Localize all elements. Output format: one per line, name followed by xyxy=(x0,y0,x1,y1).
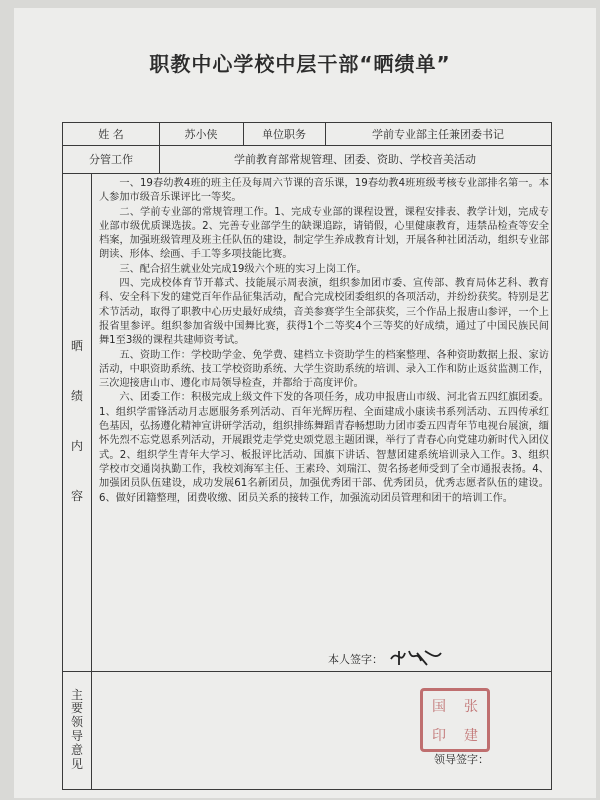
seal-char: 建 xyxy=(464,727,478,744)
name-value: 苏小侠 xyxy=(184,128,218,141)
row-divider xyxy=(63,173,551,174)
self-sign-label: 本人签字： xyxy=(328,653,383,666)
official-seal xyxy=(420,688,490,752)
unit-value: 学前专业部主任兼团委书记 xyxy=(372,128,504,141)
seal-char: 印 xyxy=(432,727,446,744)
achievement-paragraph: 一、19春幼教4班的班主任及每周六节课的音乐课，19春幼教4班班级考核专业部排名第一。本人参加市级音乐课评比一等奖。 xyxy=(99,178,549,204)
label-char: 意 xyxy=(70,742,83,757)
column-divider xyxy=(91,173,92,789)
achievement-paragraph: 二、学前专业部的常规管理工作。1、完成专业部的课程设置，课程安排表、教学计划，完成专业部市级优质课选拔。2、完善专业部学生的缺课追踪，请销假，心里健康教育，违禁品检查等安全档案，加强班级管理及班主任队伍的建设，制定学生养成教育计划，开展各种社团活动，组织专业部朗读、形体、绘画、手工等多项技能比赛。 xyxy=(99,206,549,261)
label-char: 见 xyxy=(70,756,83,771)
achievement-paragraph: 五、资助工作：学校助学金、免学费、建档立卡资助学生的档案整理、各种资助数据上报、家访活动，中职资助系统、技工学校资助系统、大学生资助系统的培训、录入工作和防止返贫监测工作，三次迎接唐山市、遵化市局领导检查，并都给于高度评价。 xyxy=(99,349,549,390)
achievement-paragraph: 四、完成校体育节开幕式、技能展示周表演，组织参加团市委、宣传部、教育局体艺科、教育科、安全科下发的建党百年作品征集活动，配合完成校团委组织的各项活动，并纷纷获奖。特别是艺术节活动，取得了职教中心历史最好成绩，音美参赛学生全部获奖，三个作品上报唐山参评，一个上报省里参评。组织参加省级中国舞比赛，获得1个二等奖4个三等奖的好成绩，通过了中国民族民间舞1至3级的课程共建师资考试。 xyxy=(99,278,549,347)
leader-opinion-label xyxy=(63,671,91,789)
seal-char: 国 xyxy=(432,698,446,715)
name-label: 姓 名 xyxy=(98,128,124,141)
duties-value: 学前教育部常规管理、团委、资助、学校音美活动 xyxy=(234,153,476,166)
seal-char: 张 xyxy=(464,698,478,715)
label-char: 主 xyxy=(70,687,83,702)
achievements-label xyxy=(63,173,91,671)
unit-label: 单位职务 xyxy=(262,128,306,141)
label-char: 容 xyxy=(70,488,83,503)
achievements-content xyxy=(99,177,549,506)
achievement-paragraph: 三、配合招生就业处完成19级六个班的实习上岗工作。 xyxy=(119,263,367,275)
label-char: 绩 xyxy=(70,389,83,404)
handwritten-signature xyxy=(387,645,443,669)
page-title: 职教中心学校中层干部“晒绩单” xyxy=(149,52,451,76)
row-divider xyxy=(63,671,551,672)
leader-sign-label: 领导签字： xyxy=(434,753,489,766)
label-char: 导 xyxy=(70,729,83,743)
label-char: 晒 xyxy=(70,339,83,354)
label-char: 内 xyxy=(70,439,83,453)
label-char: 要 xyxy=(70,701,83,716)
label-char: 领 xyxy=(70,715,83,730)
duties-label: 分管工作 xyxy=(89,153,133,166)
achievement-paragraph: 六、团委工作：积极完成上级文件下发的各项任务，成功申报唐山市级、河北省五四红旗团委。1、组织学雷锋活动月志愿服务系列活动、百年光辉历程、全面建成小康读书系列活动、五四传承红色基因，弘扬遵化精神宣讲研学活动，组织排练舞蹈青春畅想助力团市委五四青年节电视台展演，缅怀先烈不忘党恩系列活动，开展跟党走学党史颂党恩主题团课，举行了青春心向党建功新时代入团仪式。2、组织学生青年大学习、板报评比活动、国旗下讲话、智慧团建系统培训录入工作。3、组织学校市交通岗执勤工作，我校刘海军主任、王素玲、刘瑞江、贺名扬老师受到了全市通报表扬。4、加强团员队伍建设，成功发展61名新团员，加强优秀团干部、优秀团员，优秀志愿者队伍的建设。6、做好团籍整理，团费收缴、团员关系的接转工作，加强流动团员管理和团干的培训工作。 xyxy=(99,392,549,504)
